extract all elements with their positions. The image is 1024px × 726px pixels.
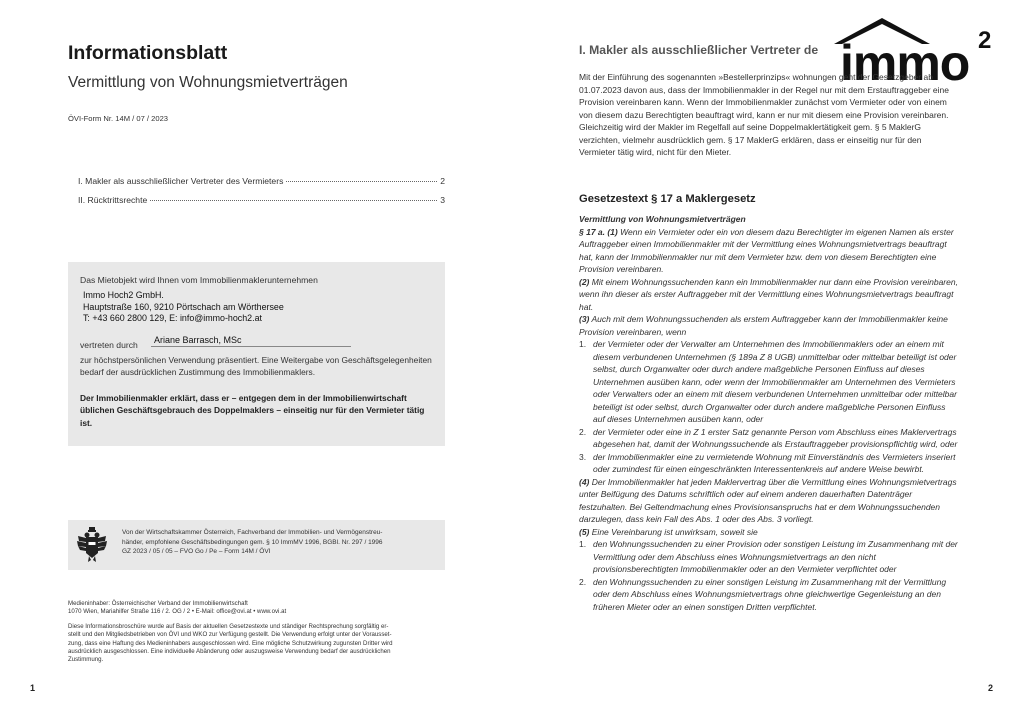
company-name: Immo Hoch2 GmbH. [83, 290, 164, 300]
page-number: 2 [988, 683, 994, 693]
item-number: 3. [579, 451, 587, 462]
list-item [579, 426, 959, 451]
list-item [579, 538, 959, 576]
para-text: Mit einem Wohnungssuchenden kann ein Immobilienmakler nur dann eine Provision vereinbaren, wenn ihn dieser als erster Auftraggeber mit der Vermittlung eines Wohnungsmietvertrags beauftragt hat. [579, 276, 958, 312]
page-number: 1 [30, 683, 36, 693]
imprint-line: Zustimmung. [68, 656, 104, 664]
logo-text: immo [840, 35, 970, 86]
right-page [512, 0, 1024, 726]
page-subtitle: Vermittlung von Wohnungsmietverträgen [68, 74, 348, 91]
imprint-line: 1070 Wien, Mariahilfer Straße 116 / 2. OG / 2 • E-Mail: office@ovi.at • www.ovi.at [68, 608, 287, 616]
toc-dots [286, 181, 437, 182]
para-mark: (2) [579, 276, 590, 287]
imprint-line: ausdrücklich ausgeschlossen. Eine individuelle Abänderung oder auszugsweise Verwendung bedarf der ausdrücklichen [68, 648, 391, 656]
para-text: Der Immobilienmakler hat jeden Maklervertrag über die Vermittlung eines Wohnungsmietvertrags unter Beifügung des Datums schriftlich oder auf einem anderen dauerhaften Datenträger festzuhalten. Bei Geltendmachung eines Provisionsanspruchs hat er dem Wohnungssuchenden darzulegen, dass kein Fall des Abs. 1 oder des Abs. 3 vorliegt. [579, 476, 957, 524]
company-address: Hauptstraße 160, 9210 Pörtschach am Wörthersee [83, 301, 284, 312]
wko-line: händer, empfohlene Geschäftsbedingungen gem. § 10 ImmMV 1996, BGBl. Nr. 297 / 1996 [122, 538, 383, 546]
law-para-2 [579, 276, 959, 314]
toc-item-1[interactable] [78, 176, 445, 186]
item-number: 1. [579, 339, 587, 349]
item-number: 2. [579, 576, 587, 587]
law-subheading: Vermittlung von Wohnungsmietverträgen [579, 214, 746, 224]
toc-label: II. Rücktrittsrechte [78, 195, 148, 205]
toc-page: 2 [440, 176, 445, 186]
toc-dots [150, 200, 437, 201]
intro-paragraph: Mit der Einführung des sogenannten »Bestellerprinzips« wohnungen geht der Gesetzgeber ab 01.07.2023 davon aus, dass der Immobilienmakler in der Regel nur mit dem Erstauftraggeber eine Provision vereinbaren kann. Wenn der Immobilienmakler zunächst vom Vermieter oder von einem von diesem dazu Berechtigten beauftragt wird, kann er nur mit diesem eine Provision vereinbaren. Gleichzeitig wird der Makler im Regelfall auf seine Doppelmaklertätigkeit gem. § 5 MaklerG verzichten, vielmehr ausdrücklich gem. § 17 MaklerG erklären, dass er einseitig nur für den Vermieter tätig wird, nicht für den Mieter. [579, 72, 949, 157]
item-number: 2. [579, 426, 587, 437]
item-text: den Wohnungssuchenden zu einer sonstigen Leistung im Zusammenhang mit der Vermittlung oder dem Abschluss eines Wohnungsmietvertrags ohne gleichwertige Gegenleistung an den früheren Mieter oder an einen sonstigen Dritten verpflichtet. [593, 576, 947, 612]
toc-page: 3 [440, 195, 445, 205]
broker-info-box [68, 262, 445, 446]
section-title: I. Makler als ausschließlicher Vertreter de [579, 43, 819, 57]
broker-company [83, 290, 284, 325]
para-mark: § 17 a. (1) [579, 226, 618, 237]
broker-text: zur höchstpersönlichen Verwendung präsentiert. Eine Weitergabe von Geschäftsgelegenheiten bedarf der ausdrücklichen Zustimmung des Immobilienmaklers. [80, 355, 432, 378]
wko-text [122, 528, 440, 557]
law-para-5 [579, 526, 959, 539]
austrian-eagle-icon [76, 526, 108, 564]
list-item [579, 338, 959, 426]
item-number: 1. [579, 539, 587, 549]
law-para-3 [579, 313, 959, 338]
item-text: den Wohnungssuchenden zu einer Provision oder sonstigen Leistung im Zusammenhang mit der Vermittlung oder dem Abschluss eines Wohnungsmietvertrags an den nicht provisionsberechtigten Immobilienmakler oder an den Vermieter verpflichtet oder [593, 539, 958, 574]
imprint [68, 600, 446, 665]
law-heading: Gesetzestext § 17 a Maklergesetz [579, 193, 756, 205]
law-text [579, 213, 959, 613]
broker-intro: Das Mietobjekt wird Ihnen vom Immobilienmaklerunternehmen [80, 275, 318, 285]
toc-item-2[interactable] [78, 195, 445, 205]
represented-name: Ariane Barrasch, MSc [154, 335, 242, 345]
para-text: Eine Vereinbarung ist unwirksam, soweit sie [591, 526, 758, 537]
represented-label: vertreten durch [80, 340, 138, 350]
law-para-1 [579, 226, 959, 276]
para-mark: (5) [579, 526, 590, 537]
para-mark: (4) [579, 476, 590, 487]
imprint-line: Medieninhaber: Österreichischer Verband der Immobilienwirtschaft [68, 600, 248, 607]
toc-label: I. Makler als ausschließlicher Vertreter des Vermieters [78, 176, 284, 186]
imprint-line: zung, dass eine Haftung des Medieninhabers ausgeschlossen wird. Eine mögliche Schutzwirkung zugunsten Dritter wird [68, 639, 393, 647]
imprint-line: stellt und den Mitgliedsbetrieben von ÖVI und WKO zur Verfügung gestellt. Die Verwendung erfolgt unter der Vorausset- [68, 631, 392, 639]
item-text: der Immobilienmakler eine zu vermietende Wohnung mit Einverständnis des Vermieters inseriert oder zumindest für einen eingeschränkten Interessentenkreis auf andere Weise bewirbt. [593, 451, 956, 474]
law-para-4 [579, 476, 959, 526]
wko-box [68, 520, 445, 570]
wko-line: Von der Wirtschaftskammer Österreich, Fachverband der Immobilien- und Vermögenstreu- [122, 529, 383, 536]
page-title: Informationsblatt [68, 42, 228, 64]
item-text: der Vermieter oder der Verwalter am Unternehmen des Immobilienmaklers oder an einem mit diesem verbundenen Unternehmen (§ 189a Z 8 UGB) unmittelbar oder mittelbar beteiligt ist oder selbst, durch Organwalter oder durch andere maßgebliche Personen Einfluss auf dieses Unternehmen ausüben kann, oder wenn der Immobilienmakler am Unternehmen des Vermieters oder Verwalters oder an einem mit diesem verbundenen Unternehmen unmittelbar oder mittelbar beteiligt ist oder selbst, durch Organwalter oder durch andere maßgebliche Personen Einfluss auf dieses Unternehmen ausüben kann, oder [593, 339, 957, 424]
broker-declaration: Der Immobilienmakler erklärt, dass er – entgegen dem in der Immobilienwirtschaft üblichen Geschäftsgebrauch des Doppelmaklers – einseitig nur für den Vermieter tätig ist. [80, 393, 425, 428]
list-item [579, 576, 959, 614]
imprint-line: Diese Informationsbroschüre wurde auf Basis der aktuellen Gesetzestexte und ständiger Rechtsprechung sorgfältig er- [68, 622, 389, 630]
wko-line: GZ 2023 / 05 / 05 – FVO Go / Pe – Form 14M / ÖVI [122, 548, 271, 556]
para-text: Wenn ein Vermieter oder ein von diesem dazu Berechtigter im eigenen Namen als erster Auftraggeber einen Immobilienmakler mit der Vermittlung eines Wohnungsmietvertrags beauftragt hat, kann der Immobilienmakler nur mit dem Vermieter bzw. dem von diesem Berechtigten eine Provision vereinbaren. [579, 226, 954, 274]
list-item [579, 451, 959, 476]
form-number: ÖVI-Form Nr. 14M / 07 / 2023 [68, 114, 169, 123]
para-text: Auch mit dem Wohnungssuchenden als erstem Auftraggeber kann der Immobilienmakler keine Provision vereinbaren, wenn [579, 314, 948, 337]
item-text: der Vermieter oder eine in Z 1 erster Satz genannte Person vom Abschluss eines Maklervertrags abgesehen hat, damit der Wohnungssuchende als Erstauftraggeber provisionspflichtig wird, oder [593, 426, 958, 449]
company-contact: T: +43 660 2800 129, E: info@immo-hoch2.at [83, 313, 262, 323]
logo-superscript: 2 [978, 27, 992, 54]
signature-line [151, 346, 351, 347]
para-mark: (3) [579, 314, 590, 324]
